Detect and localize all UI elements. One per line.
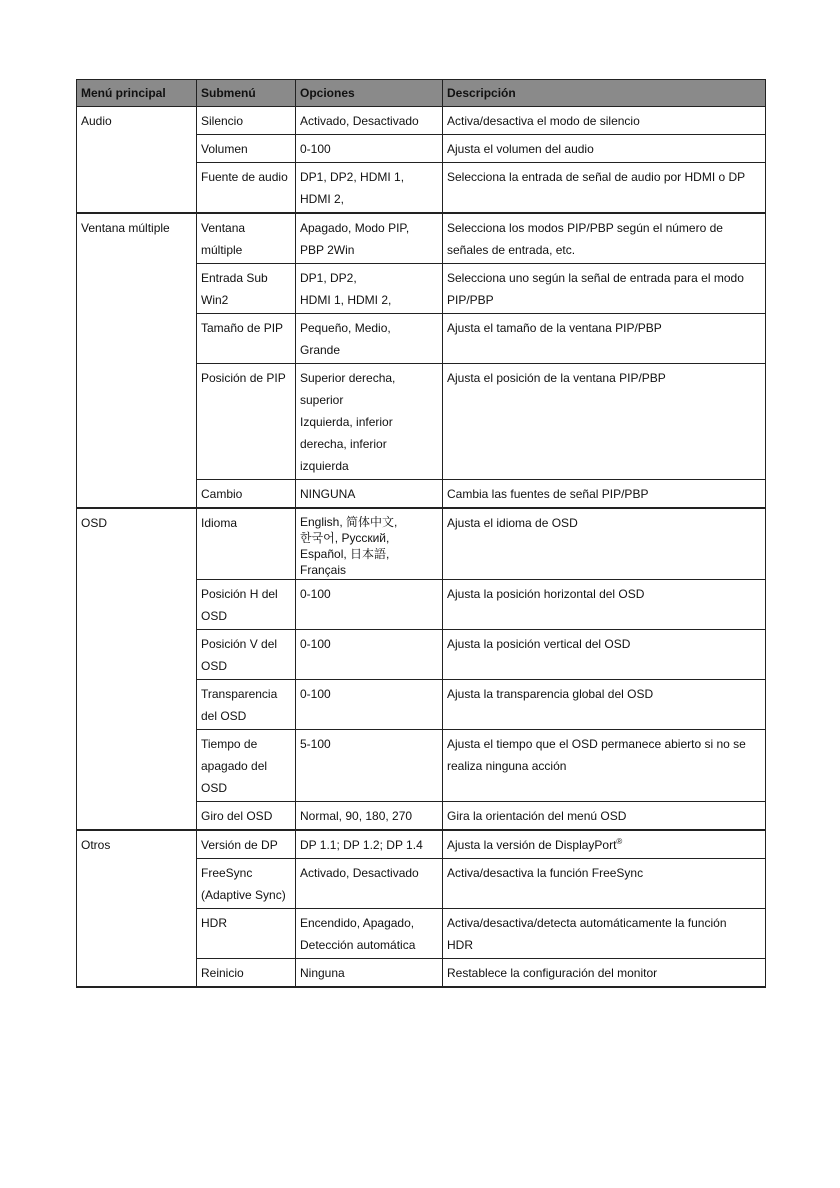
submenu-cell: Transparencia del OSD <box>197 680 296 730</box>
options-cell: Encendido, Apagado, Detección automática <box>296 909 443 959</box>
description-cell <box>443 802 766 831</box>
options-cell: Pequeño, Medio, Grande <box>296 314 443 364</box>
submenu-cell: Volumen <box>197 135 296 163</box>
main-menu-cell: Audio <box>77 107 197 214</box>
description-cell <box>443 630 766 680</box>
table-row <box>77 508 766 580</box>
options-cell: Superior derecha, superior Izquierda, inferior derecha, inferior izquierda <box>296 364 443 480</box>
description-cell <box>443 135 766 163</box>
submenu-cell: Tiempo de apagado del OSD <box>197 730 296 802</box>
options-cell: Ninguna <box>296 959 443 988</box>
description-cell <box>443 859 766 909</box>
options-cell: Normal, 90, 180, 270 <box>296 802 443 831</box>
submenu-cell: Idioma <box>197 508 296 580</box>
description-cell <box>443 680 766 730</box>
submenu-cell: HDR <box>197 909 296 959</box>
description-text: Ajusta la posición horizontal del OSD <box>447 587 645 601</box>
main-menu-cell: OSD <box>77 508 197 830</box>
description-cell <box>443 213 766 264</box>
description-cell <box>443 508 766 580</box>
description-text: Ajusta la posición vertical del OSD <box>447 637 631 651</box>
description-cell <box>443 580 766 630</box>
options-cell: 0-100 <box>296 580 443 630</box>
header-submenu: Submenú <box>197 80 296 107</box>
description-cell <box>443 364 766 480</box>
main-menu-cell: Otros <box>77 830 197 987</box>
description-text: Ajusta el idioma de OSD <box>447 516 578 530</box>
header-options: Opciones <box>296 80 443 107</box>
submenu-cell: Fuente de audio <box>197 163 296 214</box>
header-menu: Menú principal <box>77 80 197 107</box>
description-text: Ajusta la transparencia global del OSD <box>447 687 654 701</box>
submenu-cell: Silencio <box>197 107 296 135</box>
description-cell <box>443 830 766 859</box>
options-cell: 0-100 <box>296 630 443 680</box>
submenu-cell: Tamaño de PIP <box>197 314 296 364</box>
description-cell <box>443 909 766 959</box>
table-row <box>77 107 766 135</box>
submenu-cell: Posición H del OSD <box>197 580 296 630</box>
submenu-cell: Entrada Sub Win2 <box>197 264 296 314</box>
submenu-cell: FreeSync (Adaptive Sync) <box>197 859 296 909</box>
description-text: Selecciona uno según la señal de entrada para el modo PIP/PBP <box>447 271 744 307</box>
osd-settings-table <box>76 79 766 988</box>
options-cell: Apagado, Modo PIP, PBP 2Win <box>296 213 443 264</box>
options-cell: NINGUNA <box>296 480 443 509</box>
table-row <box>77 830 766 859</box>
description-cell <box>443 264 766 314</box>
description-cell <box>443 163 766 214</box>
description-text: Gira la orientación del menú OSD <box>447 809 627 823</box>
submenu-cell: Versión de DP <box>197 830 296 859</box>
description-cell <box>443 480 766 509</box>
description-cell <box>443 730 766 802</box>
submenu-cell: Reinicio <box>197 959 296 988</box>
description-text: Cambia las fuentes de señal PIP/PBP <box>447 487 649 501</box>
options-cell: DP 1.1; DP 1.2; DP 1.4 <box>296 830 443 859</box>
options-cell: Activado, Desactivado <box>296 107 443 135</box>
table-row <box>77 213 766 264</box>
submenu-cell: Cambio <box>197 480 296 509</box>
description-text: Activa/desactiva la función FreeSync <box>447 866 644 880</box>
description-text: Selecciona la entrada de señal de audio por HDMI o DP <box>447 170 746 184</box>
submenu-cell: Posición V del OSD <box>197 630 296 680</box>
description-text: Ajusta el tamaño de la ventana PIP/PBP <box>447 321 662 335</box>
description-text: Activa/desactiva el modo de silencio <box>447 114 640 128</box>
header-row <box>77 80 766 107</box>
description-text: Ajusta el tiempo que el OSD permanece abierto si no se realiza ninguna acción <box>447 737 746 773</box>
description-text: Ajusta la versión de DisplayPort <box>447 838 617 852</box>
description-text: Restablece la configuración del monitor <box>447 966 658 980</box>
description-cell <box>443 314 766 364</box>
options-cell: English, 简体中文, 한국어, Русский, Español, 日本語, Français <box>296 508 443 580</box>
options-cell: DP1, DP2, HDMI 1, HDMI 2, <box>296 163 443 214</box>
description-text: Selecciona los modos PIP/PBP según el número de señales de entrada, etc. <box>447 221 723 257</box>
header-description: Descripción <box>443 80 766 107</box>
table-body <box>77 107 766 988</box>
submenu-cell: Ventana múltiple <box>197 213 296 264</box>
options-cell: 5-100 <box>296 730 443 802</box>
description-cell <box>443 959 766 988</box>
options-cell: 0-100 <box>296 680 443 730</box>
description-cell <box>443 107 766 135</box>
submenu-cell: Giro del OSD <box>197 802 296 831</box>
options-cell: DP1, DP2, HDMI 1, HDMI 2, <box>296 264 443 314</box>
options-cell: 0-100 <box>296 135 443 163</box>
registered-mark: ® <box>616 837 623 846</box>
description-text: Ajusta el posición de la ventana PIP/PBP <box>447 371 666 385</box>
submenu-cell: Posición de PIP <box>197 364 296 480</box>
description-text: Ajusta el volumen del audio <box>447 142 594 156</box>
description-text: Activa/desactiva/detecta automáticamente la función HDR <box>447 916 727 952</box>
main-menu-cell: Ventana múltiple <box>77 213 197 508</box>
options-cell: Activado, Desactivado <box>296 859 443 909</box>
